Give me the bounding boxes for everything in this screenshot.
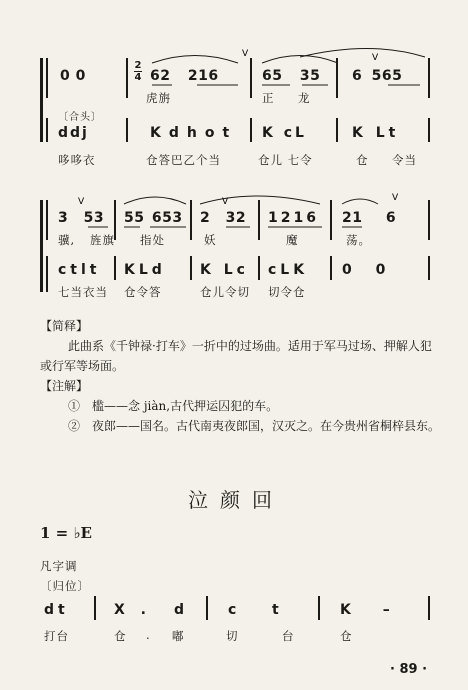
percussion-measure: cLK	[268, 262, 309, 278]
melody-measure: 0 0	[60, 68, 86, 84]
lyric: 虎旃	[146, 91, 171, 105]
percussion-measure: K cL	[262, 125, 307, 141]
percussion-syllables: 嘟	[172, 629, 185, 643]
percussion-syllables: 打台	[44, 629, 69, 643]
barline	[428, 118, 430, 142]
key-signature: 1 = ♭E	[40, 524, 92, 542]
percussion-measure: X .	[114, 602, 147, 618]
percussion-syllables: 仓	[114, 629, 127, 643]
mode-label: 凡字调	[40, 559, 78, 573]
lyric: 正	[262, 91, 275, 105]
barline	[330, 256, 332, 280]
lyric: 骥,	[58, 233, 76, 247]
notes-paragraph: 此曲系《千钟禄·打车》一折中的过场曲。适用于军马过场、押解人犯或行军等场面。	[40, 339, 432, 373]
notes-section	[40, 316, 440, 436]
percussion-syllables: 令当	[392, 153, 417, 167]
percussion-measure: K Lt	[352, 125, 400, 141]
percussion-syllables: 七当衣当	[58, 285, 108, 299]
barline	[258, 256, 260, 280]
percussion-measure: c	[228, 602, 237, 618]
time-signature: 2 4	[134, 60, 142, 83]
percussion-measure: ctlt	[58, 262, 101, 278]
percussion-syllables: 仓儿 七令	[258, 153, 313, 167]
melody-measure: 1216	[268, 210, 319, 226]
percussion-syllables: 切	[226, 629, 239, 643]
percussion-measure: K –	[340, 602, 391, 618]
percussion-measure: dt	[44, 602, 69, 618]
svg-text:V: V	[392, 193, 399, 203]
phrase-slurs	[0, 180, 468, 260]
lyric: 魔	[286, 233, 299, 247]
section-label: 〔归位〕	[40, 579, 90, 593]
lyric: 龙	[298, 91, 311, 105]
barline	[428, 596, 430, 620]
barline	[336, 118, 338, 142]
note-item: ② 夜郎——国名。古代南夷夜郎国，汉灭之。在今贵州省桐梓县东。	[68, 419, 441, 433]
lyric: 荡。	[346, 233, 371, 247]
lyric: 妖	[204, 233, 217, 247]
percussion-measure: d	[174, 602, 185, 618]
percussion-measure: K Lc	[200, 262, 249, 278]
melody-measure: 6 565	[352, 68, 403, 84]
percussion-measure: 0 0	[342, 262, 386, 278]
percussion-measure: Kdhot	[150, 125, 238, 141]
percussion-syllables: 仓儿令切	[200, 285, 250, 299]
svg-text:V: V	[372, 53, 379, 63]
percussion-syllables: 仓	[340, 629, 353, 643]
piece-title: 泣颜回	[188, 488, 284, 512]
page-number: · 89 ·	[390, 662, 428, 677]
lyric: 旌旗	[90, 233, 115, 247]
barline	[206, 596, 208, 620]
percussion-syllables: 仓答巴乙个当	[146, 153, 221, 167]
melody-measure: 55 653	[124, 210, 183, 226]
barline	[250, 118, 252, 142]
melody-measure: 62 216	[150, 68, 219, 84]
percussion-syllables: .	[146, 628, 151, 642]
notes-label: 【注解】	[40, 379, 89, 393]
barline	[94, 596, 96, 620]
svg-text:V: V	[78, 197, 85, 207]
svg-text:V: V	[242, 49, 249, 59]
percussion-measure: t	[272, 602, 280, 618]
barline	[46, 256, 48, 292]
note-item: ① 槛——念 jiàn,古代押运囚犯的车。	[68, 399, 279, 413]
barline	[190, 256, 192, 280]
percussion-syllables: 仓	[356, 153, 369, 167]
barline	[46, 118, 48, 142]
percussion-syllables: 仓令答	[124, 285, 162, 299]
barline	[126, 118, 128, 142]
barline	[114, 256, 116, 280]
percussion-syllables: 台	[282, 629, 295, 643]
barline	[428, 256, 430, 280]
barline	[318, 596, 320, 620]
svg-text:V: V	[222, 197, 229, 207]
melody-measure: 21 6	[342, 210, 397, 226]
lyric: 指处	[140, 233, 165, 247]
melody-measure: 3 53	[58, 210, 105, 226]
melody-measure: 65 35	[262, 68, 321, 84]
percussion-measure: KLd	[124, 262, 166, 278]
percussion-label: 〔合头〕	[58, 112, 102, 123]
percussion-syllables: 切令仓	[268, 285, 306, 299]
notes-label: 【简释】	[40, 319, 89, 333]
percussion-measure: ddj	[58, 125, 89, 141]
melody-measure: 2 32	[200, 210, 247, 226]
percussion-syllables: 哆哆衣	[58, 153, 96, 167]
